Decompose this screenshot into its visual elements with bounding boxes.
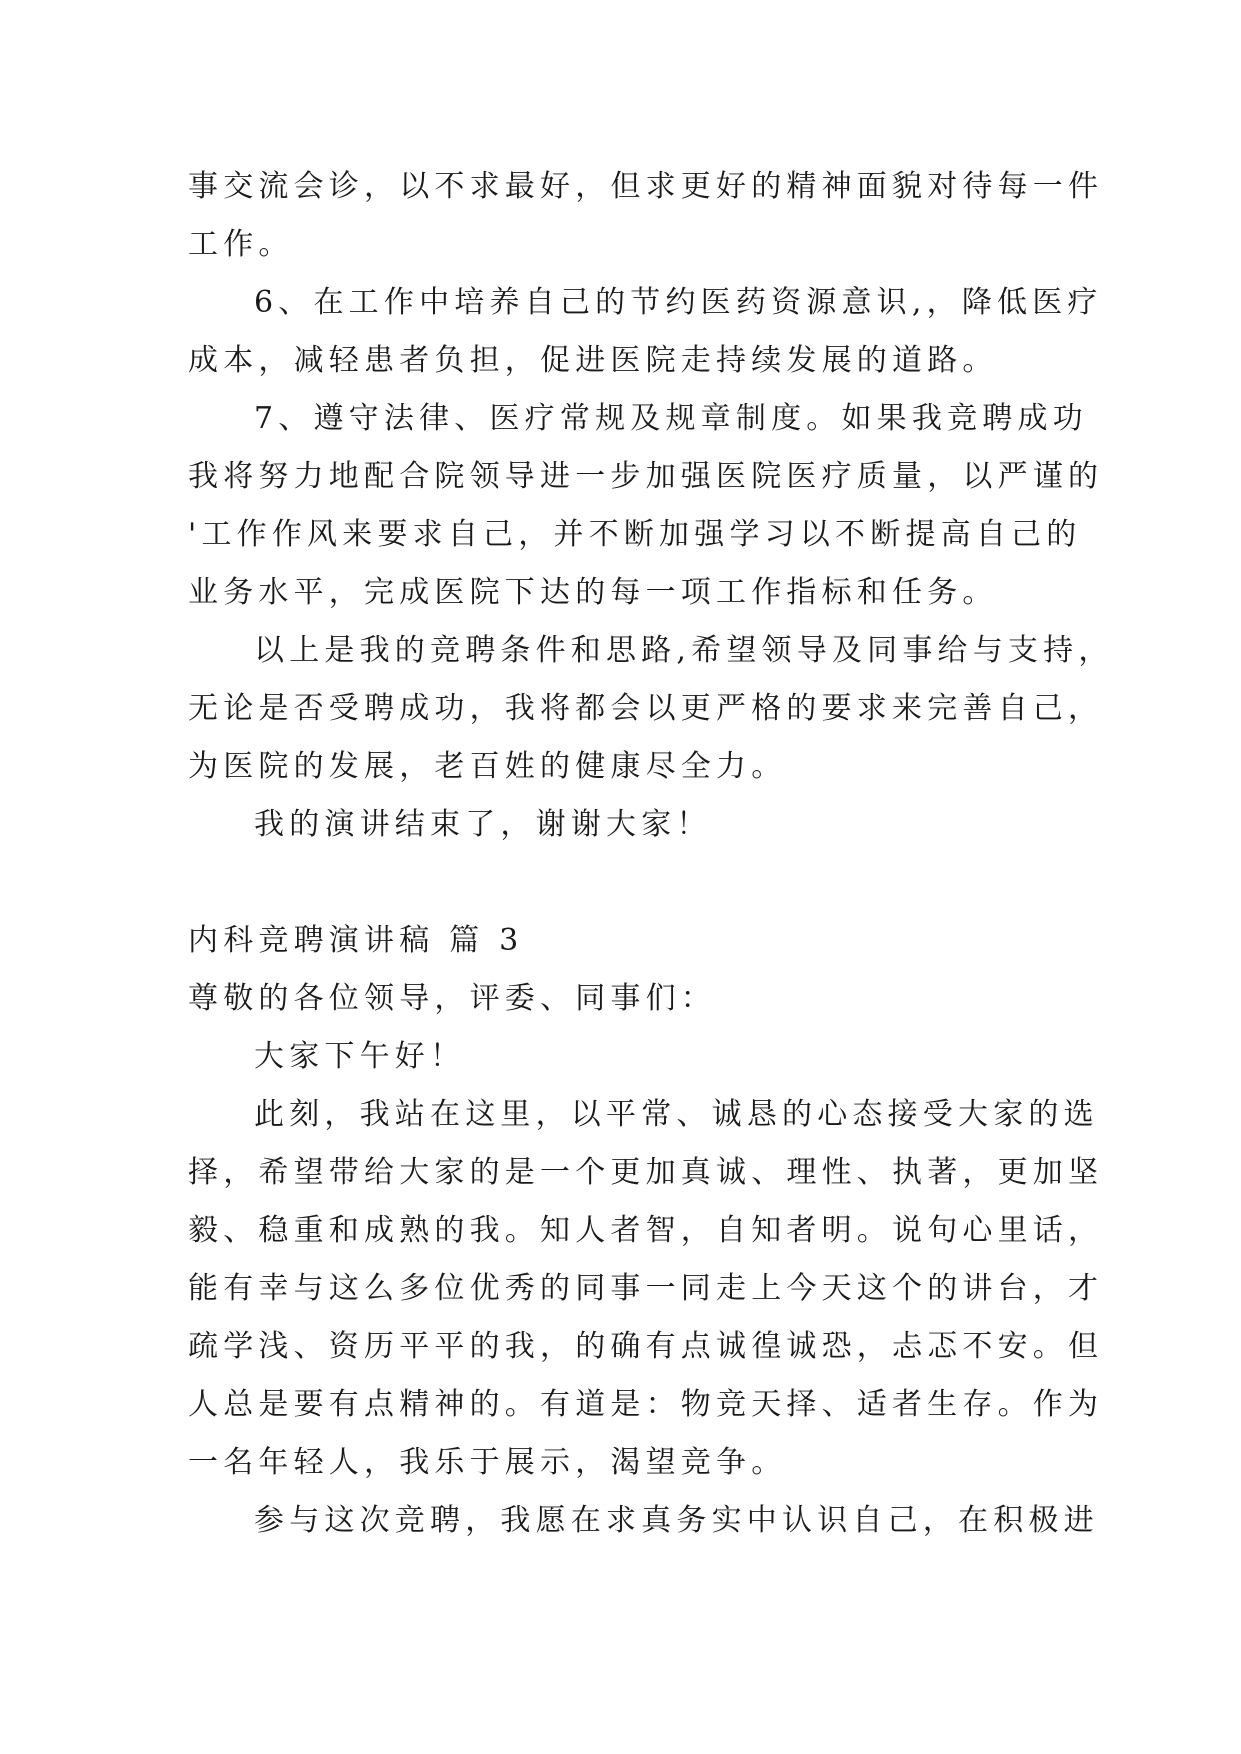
section-title: 内科竞聘演讲稿 篇 3: [188, 923, 524, 958]
text-line: 无论是否受聘成功，我将都会以更严格的要求来完善自己，: [188, 691, 1104, 726]
text-line: 此刻，我站在这里，以平常、诚恳的心态接受大家的选: [254, 1097, 1099, 1132]
text-line: 大家下午好！: [254, 1039, 466, 1074]
section-gap: [188, 854, 1068, 912]
text-line: 工作。: [188, 227, 294, 262]
text-line: 毅、稳重和成熟的我。知人者智，自知者明。说句心里话，: [188, 1213, 1104, 1248]
text-line: 事交流会诊，以不求最好，但求更好的精神面貌对待每一件: [188, 169, 1104, 204]
text-line: 人总是要有点精神的。有道是：物竞天择、适者生存。作为: [188, 1387, 1104, 1422]
text-line: 一名年轻人，我乐于展示，渴望竞争。: [188, 1445, 787, 1480]
text-line: 我将努力地配合院领导进一步加强医院医疗质量，以严谨的: [188, 459, 1104, 494]
text-line: 择，希望带给大家的是一个更加真诚、理性、执著，更加坚: [188, 1155, 1104, 1190]
text-line: 能有幸与这么多位优秀的同事一同走上今天这个的讲台，才: [188, 1271, 1104, 1306]
text-line: 疏学浅、资历平平的我，的确有点诚徨诚恐，忐忑不安。但: [188, 1329, 1104, 1364]
text-line: 成本，减轻患者负担，促进医院走持续发展的道路。: [188, 343, 998, 378]
text-line: 参与这次竞聘，我愿在求真务实中认识自己，在积极进: [254, 1503, 1099, 1538]
text-line: 尊敬的各位领导，评委、同事们：: [188, 981, 716, 1016]
text-line: '工作作风来要求自己，并不断加强学习以不断提高自己的: [188, 517, 1082, 552]
text-line: 为医院的发展，老百姓的健康尽全力。: [188, 749, 787, 784]
text-line: 我的演讲结束了，谢谢大家！: [254, 807, 712, 842]
text-line: 以上是我的竞聘条件和思路,希望领导及同事给与支持，: [254, 633, 1114, 668]
document-body: [188, 158, 1114, 1550]
text-line: 6、在工作中培养自己的节约医药资源意识,，降低医疗: [254, 285, 1103, 320]
text-line: 7、遵守法律、医疗常规及规章制度。如果我竞聘成功: [254, 401, 1088, 436]
text-line: 业务水平，完成医院下达的每一项工作指标和任务。: [188, 575, 998, 610]
